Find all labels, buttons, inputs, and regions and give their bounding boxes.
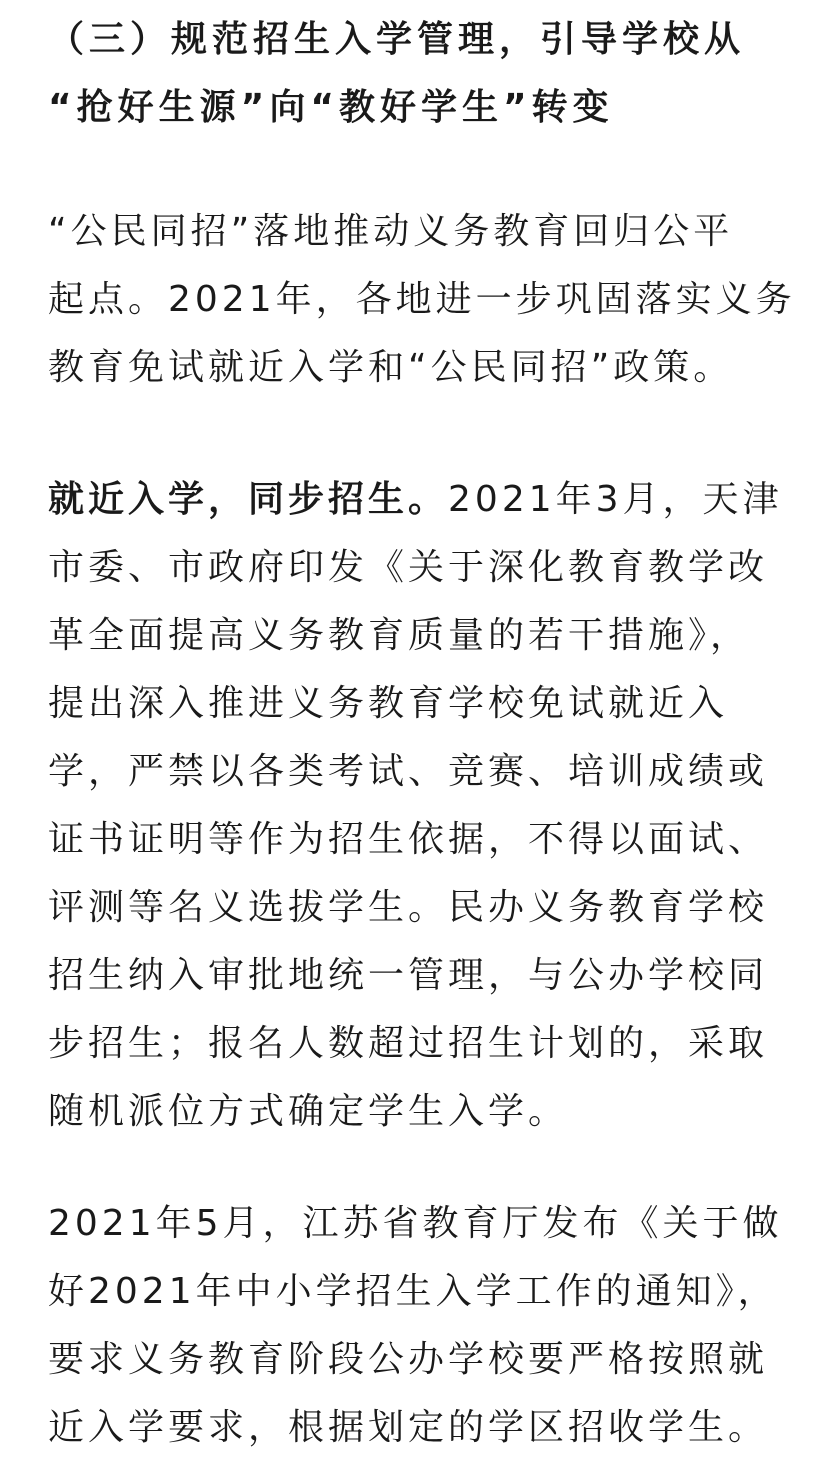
heading-line: “抢好生源”向“教好学生”转变	[48, 87, 614, 128]
paragraph-line: “公民同招”落地推动义务教育回归公平	[48, 211, 734, 252]
section-heading	[48, 6, 745, 142]
paragraph-line: 提出深入推进义务教育学校免试就近入	[48, 683, 729, 724]
paragraph-line: 步招生；报名人数超过招生计划的，采取	[48, 1023, 769, 1064]
paragraph-lead: 就近入学，同步招生。	[48, 479, 449, 520]
paragraph-jiangsu-policy	[48, 1190, 783, 1462]
paragraph-text: 2021年3月，天津	[448, 479, 783, 520]
paragraph-line: 证书证明等作为招生依据，不得以面试、	[48, 819, 769, 860]
paragraph-line: 随机派位方式确定学生入学。	[48, 1091, 569, 1132]
paragraph-line	[48, 466, 783, 534]
paragraph-line: 教育免试就近入学和“公民同招”政策。	[48, 347, 734, 388]
paragraph-line: 评测等名义选拔学生。民办义务教育学校	[48, 887, 769, 928]
paragraph-tianjin-policy	[48, 466, 783, 1146]
paragraph-public-private-enrollment	[48, 198, 796, 402]
paragraph-line: 招生纳入审批地统一管理，与公办学校同	[48, 955, 769, 996]
paragraph-line: 好2021年中小学招生入学工作的通知》，	[48, 1271, 778, 1312]
paragraph-line: 起点。2021年，各地进一步巩固落实义务	[48, 279, 796, 320]
paragraph-line: 近入学要求，根据划定的学区招收学生。	[48, 1407, 769, 1448]
paragraph-line: 革全面提高义务教育质量的若干措施》，	[48, 615, 751, 656]
paragraph-line: 2021年5月，江苏省教育厅发布《关于做	[48, 1203, 783, 1244]
paragraph-line: 市委、市政府印发《关于深化教育教学改	[48, 547, 769, 588]
heading-line: （三）规范招生入学管理，引导学校从	[48, 19, 746, 60]
paragraph-line: 要求义务教育阶段公办学校要严格按照就	[48, 1339, 769, 1380]
paragraph-line: 学，严禁以各类考试、竞赛、培训成绩或	[48, 751, 769, 792]
